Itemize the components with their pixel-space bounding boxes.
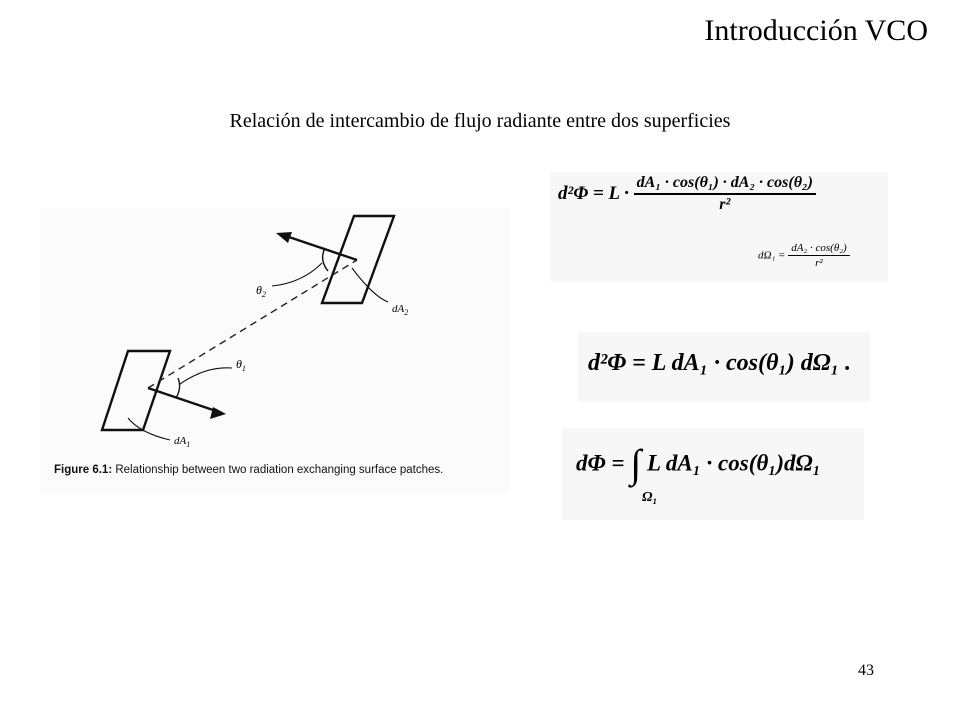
integral-sign: ∫	[630, 441, 642, 486]
equation-flux-r2	[558, 174, 816, 214]
eq1-lhs: d²Φ = L ·	[558, 183, 629, 204]
figure-caption-label: Figure 6.1:	[54, 464, 113, 476]
label-dA1: $dA_1$	[174, 435, 191, 449]
solid-angle-denominator: r²	[815, 257, 823, 269]
eq1-denominator: r²	[719, 196, 731, 213]
equation-flux-integral	[576, 440, 821, 487]
solid-angle-fraction	[788, 242, 850, 269]
normal-arrow-1	[148, 388, 222, 413]
eq3-rhs: L dA₁ · cos(θ₁)dΩ₁	[646, 450, 821, 476]
figure-caption-text: Relationship between two radiation exchanging surface patches.	[112, 464, 444, 476]
leader-dA2	[352, 268, 388, 302]
normal-arrowhead-2	[276, 232, 292, 243]
patch-dA1	[102, 351, 170, 430]
solid-angle-numerator: dA₂ · cos(θ₂)	[788, 242, 850, 256]
solid-angle-lhs: dΩ₁ =	[758, 249, 786, 262]
connecting-line	[148, 260, 357, 388]
radiation-diagram	[40, 208, 510, 493]
label-dA2: $dA_2$	[392, 303, 409, 317]
radiation-figure	[40, 208, 510, 493]
angle-arc-2	[323, 248, 328, 271]
equation-solid-angle	[758, 242, 850, 269]
leader-theta1	[180, 368, 232, 384]
integral-limit: Ω₁	[642, 490, 658, 505]
leader-theta2	[272, 263, 322, 286]
eq1-numerator: dA₁ · cos(θ₁) · dA₂ · cos(θ₂)	[634, 174, 816, 195]
slide-title: Introducción VCO	[704, 14, 928, 47]
label-theta2: $\theta_2$	[256, 283, 266, 299]
patch-dA2	[322, 216, 394, 303]
label-theta1: $\theta_1$	[236, 357, 246, 373]
angle-arc-1	[176, 378, 180, 398]
slide-subtitle: Relación de intercambio de flujo radiante entre dos superficies	[229, 110, 731, 132]
figure-caption	[54, 464, 443, 476]
equation-flux-solid-angle: d²Φ = L dA₁ · cos(θ₁) dΩ₁ .	[588, 350, 852, 376]
page-number: 43	[858, 662, 874, 679]
eq1-fraction	[634, 174, 816, 214]
eq3-lhs: dΦ =	[576, 450, 625, 476]
